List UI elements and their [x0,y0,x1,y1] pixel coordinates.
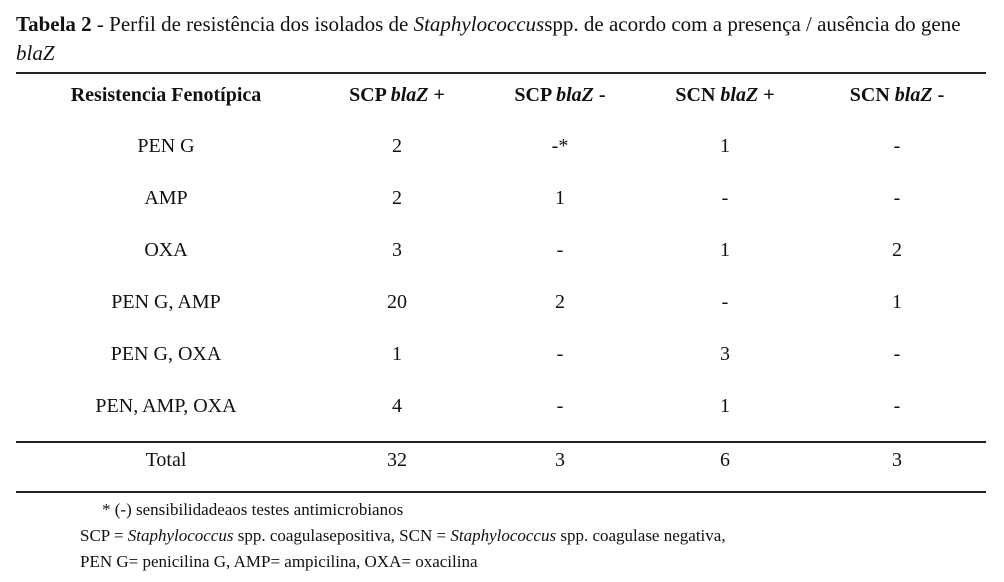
cell-scp-positive: 2 [392,135,402,157]
header-phenotype [16,82,316,108]
header-phenotype-text: Resistencia Fenotípica [70,84,262,106]
cell-scn-negative: - [893,343,901,365]
header-scp-blaz-positive [316,82,478,108]
footnote-genus: Staphylococcus [450,526,557,545]
cell-scn-positive: 1 [720,135,730,157]
row-phenotype: AMP [144,187,188,209]
cell-scn-positive: - [721,187,729,209]
cell-scp-positive: 20 [387,291,407,313]
cell-scp-positive: 1 [392,343,402,365]
total-scp-negative: 3 [555,449,565,471]
cell-scn-negative: 2 [892,239,902,261]
table-caption [16,10,986,68]
header-sign: + [428,84,445,106]
table-top-rule [16,72,986,74]
cell-scn-negative: 1 [892,291,902,313]
header-gene: blaZ [894,84,933,106]
header-scn-blaz-negative [808,82,986,108]
cell-scn-positive: 3 [720,343,730,365]
cell-scn-positive: 1 [720,239,730,261]
header-gene: blaZ [556,84,594,106]
cell-scn-negative: - [893,187,901,209]
cell-scp-negative: - [556,395,564,417]
header-scp-blaz-negative [478,82,642,108]
row-phenotype: OXA [144,239,188,261]
header-scn-blaz-positive [642,82,808,108]
row-phenotype: PEN G, OXA [110,343,222,365]
header-text: SCN [849,84,895,106]
cell-scn-positive: - [721,291,729,313]
total-scp-positive: 32 [387,449,407,471]
cell-scn-negative: - [893,395,901,417]
footnote-abbreviations-antibiotics: PEN G= penicilina G, AMP= ampicilina, OXA= oxacilina [80,552,478,571]
row-phenotype: PEN, AMP, OXA [95,395,237,417]
cell-scn-positive: 1 [720,395,730,417]
cell-scp-negative: - [556,239,564,261]
total-scn-positive: 6 [720,449,730,471]
header-sign: + [758,84,775,106]
footnote-text: SCP = [80,526,128,545]
caption-text-before: - Perfil de resistência dos isolados de [91,12,414,36]
header-sign: - [932,84,945,106]
cell-scp-positive: 2 [392,187,402,209]
header-text: SCN [675,84,721,106]
footnote-text: spp. coagulasepositiva, SCN = [233,526,451,545]
table-footnotes [80,497,726,575]
footnote-sensitivity: * (-) sensibilidadeaos testes antimicrobianos [102,500,404,519]
total-scn-negative: 3 [892,449,902,471]
caption-label: Tabela 2 [16,12,92,36]
cell-scp-negative: 1 [555,187,565,209]
cell-scp-negative: - [556,343,564,365]
caption-gene: blaZ [16,41,55,65]
row-phenotype: PEN G [137,135,195,157]
caption-genus: Staphylococcus [413,12,545,36]
footnote-text: spp. coagulase negativa, [556,526,726,545]
cell-scp-positive: 3 [392,239,402,261]
table-bottom-rule [16,491,986,493]
caption-text-after: spp. de acordo com a presença / ausência do gene [544,12,961,36]
footnote-genus: Staphylococcus [127,526,234,545]
cell-scp-negative: -* [551,135,569,157]
cell-scp-negative: 2 [555,291,565,313]
footnote-abbreviations-species [80,523,726,549]
header-text: SCP [514,84,557,106]
row-phenotype: PEN G, AMP [111,291,221,313]
header-gene: blaZ [720,84,759,106]
table-total-rule [16,441,986,443]
header-text: SCP [349,84,391,106]
cell-scp-positive: 4 [392,395,402,417]
header-sign: - [593,84,606,106]
header-gene: blaZ [390,84,429,106]
cell-scn-negative: - [893,135,901,157]
total-label: Total [145,449,187,471]
